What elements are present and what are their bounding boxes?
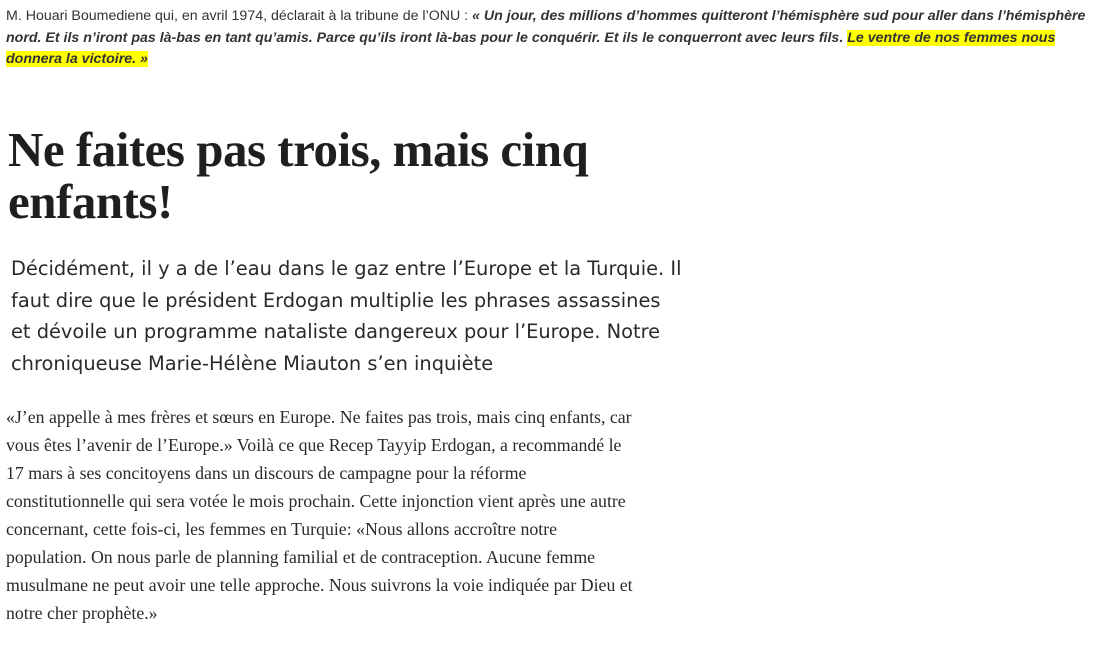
article-body: «J’en appelle à mes frères et sœurs en Europe. Ne faites pas trois, mais cinq enfants, car vous êtes l’avenir de l’Europe.» Voilà ce que Recep Tayyip Erdogan, a recommandé le 17 mars à ses concitoyens dans un discours de campagne pour la réforme constitutionnelle qui sera votée le mois prochain. Cette injonction vient après une autre concernant, cette fois-ci, les femmes en Turquie: «Nous allons accroître notre population. On nous parle de planning familial et de contraception. Aucune femme musulmane ne peut avoir une telle approche. Nous suivrons la voie indiquée par Dieu et notre cher prophète.» bbox=[6, 407, 633, 623]
quote-highlight: Le ventre de nos femmes nous donnera la victoire. » bbox=[6, 29, 1056, 67]
article-title: Ne faites pas trois, mais cinq enfants! bbox=[8, 122, 589, 229]
quoted-comment bbox=[6, 6, 1096, 71]
quote-intro: M. Houari Boumediene qui, en avril 1974, déclarait à la tribune de l’ONU : bbox=[6, 8, 473, 24]
article-lead: Décidément, il y a de l’eau dans le gaz entre l’Europe et la Turquie. Il faut dire que le président Erdogan multiplie les phrases assassines et dévoile un programme nataliste dangereux pour l’Europe. Notre chroniqueuse Marie-Hélène Miauton s’en inquiète bbox=[11, 257, 682, 375]
quote-text: « Un jour, des millions d’hommes quitteront l’hémisphère sud pour aller dans l’hémisphère nord. Et ils n’iront pas là-bas en tant qu’amis. Parce qu’ils iront là-bas pour le conquérir. Et ils le conquerront avec leurs fils. bbox=[6, 8, 1086, 46]
